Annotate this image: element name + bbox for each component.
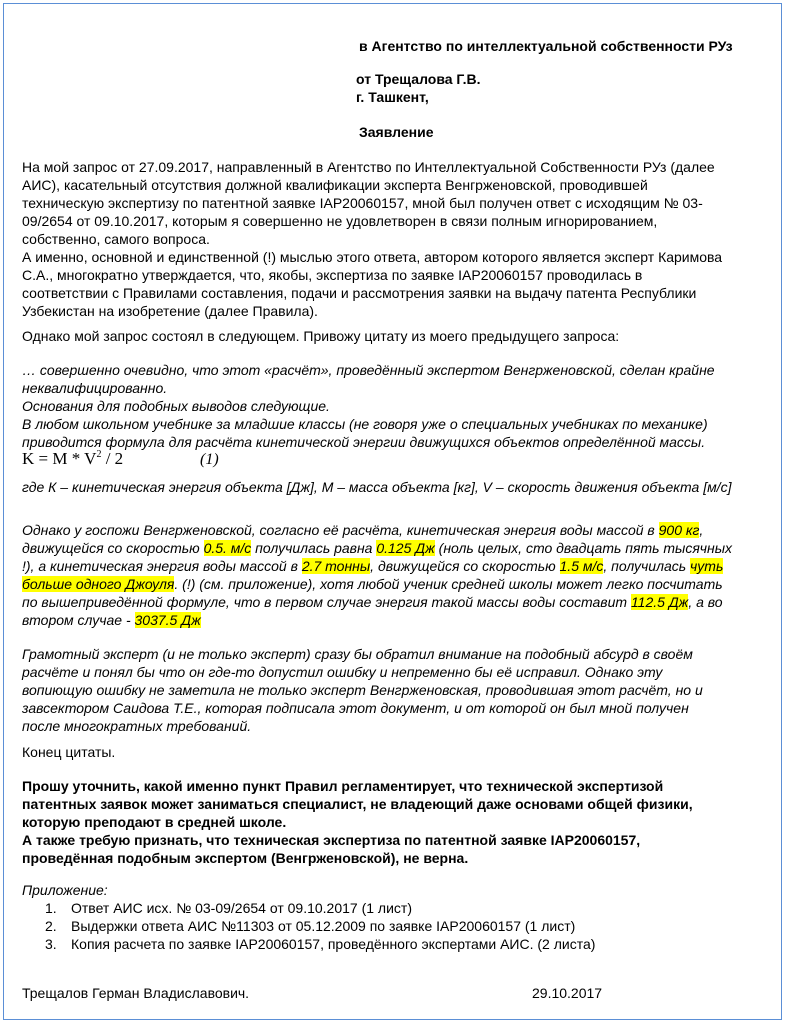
highlight-mass-1: 900 кг [658, 522, 700, 538]
formula-right: / 2 [101, 449, 124, 468]
highlight-correct-energy-1: 112.5 Дж [630, 594, 689, 610]
formula-exponent: 2 [96, 449, 102, 460]
calc-line [22, 539, 732, 557]
highlight-mass-2: 2.7 тонны [301, 558, 371, 574]
attachment-item [45, 935, 595, 953]
calc-text: , а во [688, 594, 723, 610]
intro-line: 09/2654 от 09.10.2017, которым я совершенно не удовлетворен в связи полным игнорированием, [22, 213, 658, 229]
expert-line: после многократных требований. [22, 718, 252, 734]
calc-line [22, 521, 703, 539]
intro-line: соответствии с Правилами составления, подачи и рассмотрения заявки на выдачу патента Республики [22, 285, 697, 301]
sender-city: г. Ташкент, [356, 89, 429, 105]
kinetic-energy-formula [22, 449, 123, 469]
calc-text: , [699, 522, 704, 538]
calc-text: Однако у госпожи Венгрженовской, согласно её расчёта, кинетическая энергия воды массой в [22, 522, 659, 538]
attachment-number: 3. [45, 936, 57, 952]
calc-text: движущейся со скоростью [22, 540, 204, 556]
highlight-energy-2: чуть [690, 558, 724, 574]
formula-left: K = M * V [22, 449, 97, 468]
calc-text: !), а кинетическая энергия воды массой в [22, 558, 302, 574]
demand-line: проведённая подобным экспертом (Венгрженовской), не верна. [22, 850, 469, 866]
quote-line: неквалифицированно. [22, 380, 168, 396]
calc-line [22, 575, 723, 593]
expert-line: завсектором Саидова Т.Е., которая подписала этот документ, и от которой он был мной получен [22, 700, 689, 716]
page-frame [3, 3, 782, 1020]
attachment-item [45, 899, 412, 917]
intro-line: АИС), касательный отсутствия должной квалификации эксперта Венгрженовской, проводившей [22, 177, 648, 193]
highlight-energy-2: больше одного Джоуля [22, 576, 175, 592]
formula-number: (1) [200, 451, 219, 468]
calc-text: . (!) (см. приложение), хотя любой ученик средней школы может легко посчитать [174, 576, 723, 592]
intro-line: С.А., многократно утверждается, что, якобы, экспертиза по заявке IAP20060157 проводилась в [22, 267, 643, 283]
calc-text: втором случае - [22, 612, 135, 628]
expert-line: расчёте и понял бы что он где-то допустил ошибку и непременно бы её исправил. Однако эту [22, 664, 663, 680]
intro-line: На мой запрос от 27.09.2017, направленный в Агентство по Интеллектуальной Собственности РУз (далее [22, 159, 715, 175]
calc-line [22, 557, 723, 575]
attachment-text: Выдержки ответа АИС №11303 от 05.12.2009 по заявке IAP20060157 (1 лист) [71, 918, 576, 934]
highlight-speed-1: 0.5. м/с [203, 540, 252, 556]
calc-text: , движущейся со скоростью [370, 558, 560, 574]
expert-line: вопиющую ошибку не заметила не только эксперт Венгрженовская, проводившая этот расчёт, но и [22, 682, 703, 698]
quote-line: … совершенно очевидно, что этот «расчёт», проведённый экспертом Венгрженовской, сделан крайне [22, 362, 715, 378]
attachment-number: 2. [45, 918, 57, 934]
calc-line [22, 593, 723, 611]
calc-text: получилась равна [251, 540, 377, 556]
addressee: в Агентство по интеллектуальной собственности РУз [359, 38, 733, 54]
attachment-text: Ответ АИС исх. № 03-09/2654 от 09.10.2017 (1 лист) [71, 900, 412, 916]
formula-legend: где К – кинетическая энергия объекта [Дж], М – масса объекта [кг], V – скорость движения объекта [м/с] [22, 479, 732, 495]
intro-line: Узбекистан на изобретение (далее Правила). [22, 303, 318, 319]
attachment-text: Копия расчета по заявке IAP20060157, проведённого экспертами АИС. (2 листа) [71, 936, 596, 952]
quote-line: приводится формула для расчёта кинетической энергии движущихся объектов определённой массы. [22, 434, 706, 450]
sender: от Трещалова Г.В. [356, 71, 481, 87]
signature-name: Трещалов Герман Владиславович. [22, 985, 250, 1001]
demand-line: патентных заявок может заниматься специалист, не владеющий даже основами общей физики, [22, 796, 693, 812]
highlight-energy-1: 0.125 Дж [376, 540, 435, 556]
intro-line: собственно, самого вопроса. [22, 231, 210, 247]
document-title: Заявление [359, 124, 434, 140]
calc-text: (ноль целых, сто двадцать пять тысячных [434, 540, 733, 556]
expert-line: Грамотный эксперт (и не только эксперт) сразу бы обратил внимание на подобный абсурд в своём [22, 646, 693, 662]
signature-date: 29.10.2017 [532, 985, 603, 1001]
quote-line: Основания для подобных выводов следующие. [22, 398, 330, 414]
calc-text: , получилась [603, 558, 691, 574]
demand-line: Прошу уточнить, какой именно пункт Правил регламентирует, что технической экспертизой [22, 778, 664, 794]
calc-text: по вышеприведённой формуле, что в первом случае энергия такой массы воды составит [22, 594, 631, 610]
request-line: Однако мой запрос состоял в следующем. Привожу цитату из моего предыдущего запроса: [22, 328, 620, 344]
calc-line [22, 611, 201, 629]
demand-line: А также требую признать, что техническая экспертиза по патентной заявке IAP20060157, [22, 832, 641, 848]
attachment-number: 1. [45, 900, 57, 916]
demand-line: которую преподают в средней школе. [22, 814, 287, 830]
attachments-title: Приложение: [22, 882, 108, 898]
quote-line: В любом школьном учебнике за младшие классы (не говоря уже о специальных учебниках по механике) [22, 416, 708, 432]
highlight-speed-2: 1.5 м/с [559, 558, 604, 574]
attachment-item [45, 917, 575, 935]
intro-line: техническую экспертизу по патентной заявке IAP20060157, мной был получен ответ с исходящим № 03- [22, 195, 703, 211]
end-quote: Конец цитаты. [22, 744, 116, 760]
intro-line: А именно, основной и единственной (!) мыслью этого ответа, автором которого является эксперт Каримова [22, 249, 723, 265]
highlight-correct-energy-2: 3037.5 Дж [134, 612, 201, 628]
